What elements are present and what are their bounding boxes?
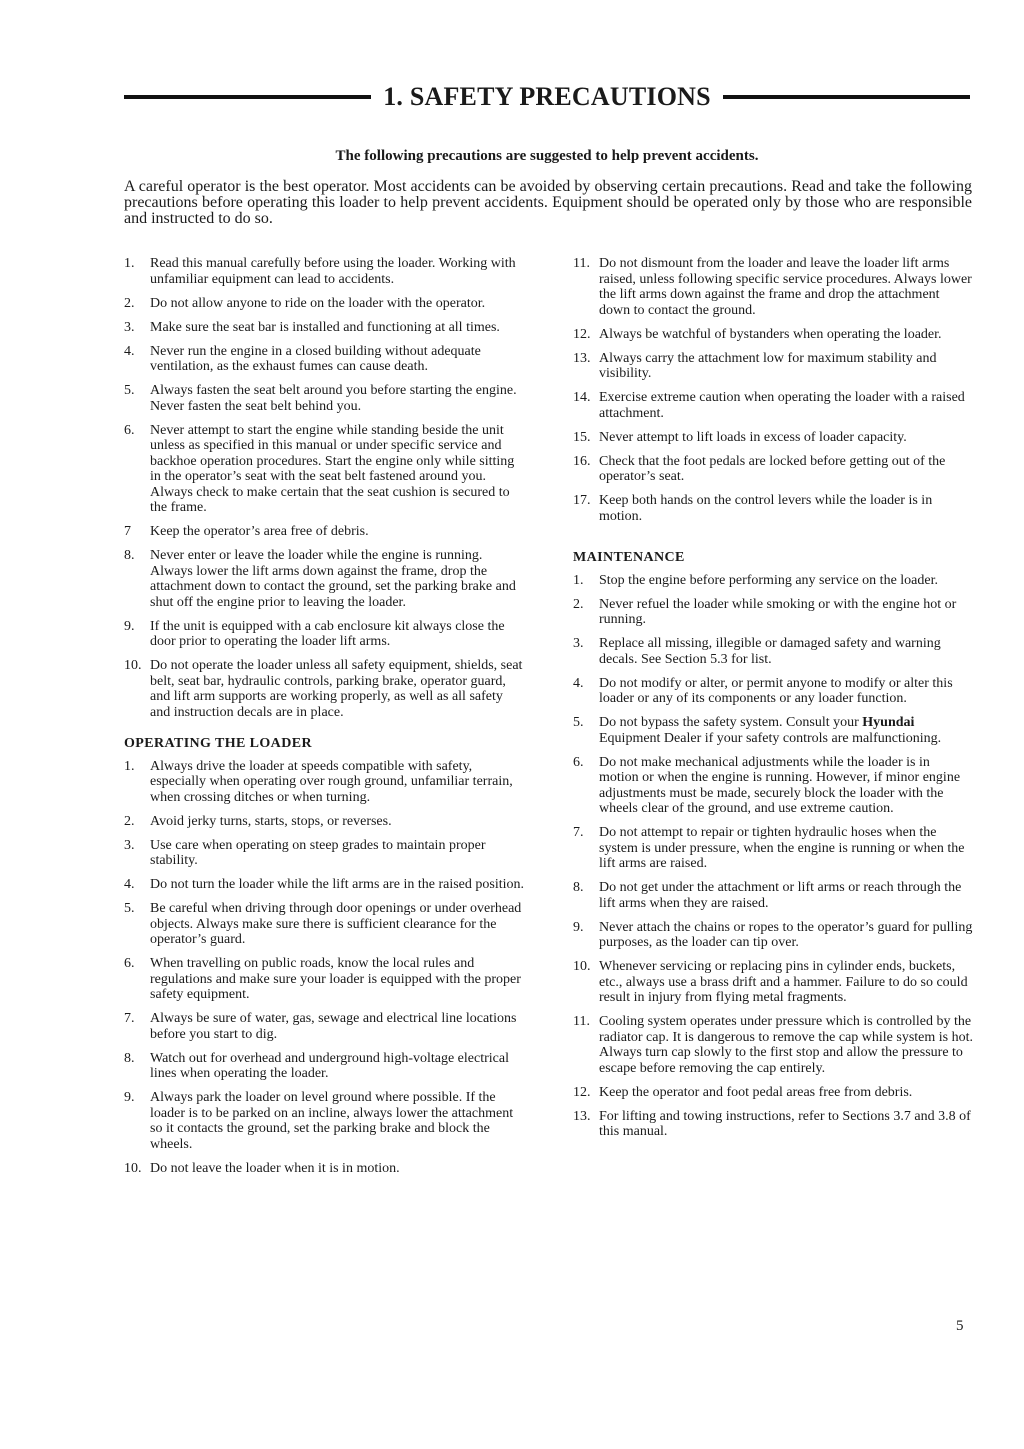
item-text: Do not leave the loader when it is in motion. — [150, 1160, 400, 1176]
item-text: Always park the loader on level ground where possible. If the loader is to be parked on an incline, always lower the attachment so it contacts the ground, set the parking brake and block the wheels. — [150, 1090, 514, 1152]
item-text: Never attach the chains or ropes to the operator’s guard for pulling purposes, as the loader can tip over. — [599, 919, 973, 950]
operating-heading: OPERATING THE LOADER — [124, 736, 312, 751]
list-item — [573, 454, 973, 485]
page-number: 5 — [956, 1318, 964, 1334]
item-number: 9. — [124, 1090, 135, 1105]
item-text: Always carry the attachment low for maximum stability and visibility. — [599, 350, 937, 381]
list-item — [124, 320, 524, 336]
list-item — [573, 493, 973, 524]
list-item — [124, 1090, 524, 1152]
item-number: 5. — [573, 715, 584, 730]
list-item — [573, 880, 973, 911]
page-subtitle: The following precautions are suggested to help prevent accidents. — [335, 148, 759, 164]
item-text: Keep the operator’s area free of debris. — [150, 524, 369, 539]
list-item — [124, 296, 524, 312]
list-item — [124, 956, 524, 1003]
item-text: Watch out for overhead and underground high-voltage electrical lines when operating the loader. — [150, 1050, 509, 1081]
item-text: Never enter or leave the loader while the engine is running. Always lower the lift arms down against the frame, drop the attachment down to contact the ground, set the parking brake and shut off the engine prior to leaving the loader. — [150, 548, 516, 610]
item-number: 4. — [124, 343, 135, 359]
item-number: 7. — [124, 1011, 135, 1026]
item-number: 9. — [573, 919, 584, 935]
list-item — [573, 1109, 973, 1140]
list-item — [124, 658, 524, 720]
item-text: If the unit is equipped with a cab enclosure kit always close the door prior to operating the loader lift arms. — [150, 618, 505, 649]
list-item — [124, 877, 524, 893]
list-item — [573, 825, 973, 872]
list-item — [573, 573, 973, 589]
operating-list — [124, 759, 524, 1177]
item-number: 3. — [124, 837, 135, 853]
item-number: 1. — [573, 572, 584, 588]
item-text: Be careful when driving through door openings or under overhead objects. Always make sure there is sufficient clearance for the operator’s guard. — [150, 901, 522, 947]
list-item — [573, 959, 973, 1006]
item-text: Replace all missing, illegible or damaged safety and warning decals. See Section 5.3 for list. — [599, 636, 941, 667]
list-item — [124, 548, 524, 610]
item-number: 16. — [573, 453, 591, 469]
item-text: Always be watchful of bystanders when operating the loader. — [599, 326, 942, 342]
item-number: 11. — [573, 1014, 590, 1029]
item-number: 10. — [124, 1160, 142, 1176]
item-text: Never attempt to lift loads in excess of loader capacity. — [599, 429, 907, 445]
item-text: Do not modify or alter, or permit anyone to modify or alter this loader or any of its components or any loader function. — [599, 675, 953, 706]
maintenance-list — [573, 573, 973, 1140]
item-text: Cooling system operates under pressure which is controlled by the radiator cap. It is dangerous to remove the cap while system is hot. Always turn cap slowly to the first stop and allow the pressure to escape before removing the cap entirely. — [599, 1014, 974, 1076]
list-item — [573, 390, 973, 421]
maintenance-heading: MAINTENANCE — [573, 550, 685, 565]
list-item — [573, 676, 973, 707]
list-item — [124, 524, 524, 540]
title-row — [124, 80, 970, 114]
list-item — [573, 715, 973, 746]
item-number: 3. — [573, 636, 584, 651]
item-number: 5. — [124, 383, 135, 398]
list-item — [573, 430, 973, 446]
item-number: 8. — [124, 1050, 135, 1066]
item-number: 6. — [124, 422, 135, 438]
item-text: Do not make mechanical adjustments while the loader is in motion or when the engine is running. However, if minor engine adjustments must be made, securely block the loader with the wheels clear of the ground, and use extreme caution. — [599, 754, 961, 816]
item-text: Never run the engine in a closed building without adequate ventilation, as the exhaust fumes can cause death. — [150, 343, 481, 374]
item-number: 1. — [124, 758, 135, 774]
list-item — [124, 1051, 524, 1082]
item-number: 15. — [573, 429, 591, 445]
list-item — [573, 755, 973, 817]
list-item — [124, 383, 524, 414]
list-item — [573, 920, 973, 951]
item-text: Never refuel the loader while smoking or with the engine hot or running. — [599, 596, 957, 627]
item-text: Check that the foot pedals are locked before getting out of the operator’s seat. — [599, 453, 946, 484]
item-number: 2. — [124, 813, 135, 829]
item-text: Stop the engine before performing any service on the loader. — [599, 572, 938, 588]
item-text: Keep both hands on the control levers while the loader is in motion. — [599, 493, 933, 524]
item-text: Always drive the loader at speeds compatible with safety, especially when operating over rough ground, unfamiliar terrain, when crossing ditches or when turning. — [150, 758, 513, 805]
item-text: Avoid jerky turns, starts, stops, or reverses. — [150, 813, 392, 829]
list-item — [124, 901, 524, 948]
intro-paragraph: A careful operator is the best operator. Most accidents can be avoided by observing certain precautions. Read and take the following precautions before operating this loader to help prevent accidents. Equipment should be operated only by those who are responsible and instructed to do so. — [124, 178, 972, 227]
item-number: 4. — [573, 675, 584, 691]
list-item — [124, 344, 524, 375]
item-text: Whenever servicing or replacing pins in cylinder ends, buckets, etc., always use a brass drift and a hammer. Failure to do so could result in injury from flying metal fragments. — [599, 959, 968, 1005]
item-number: 10. — [573, 959, 591, 974]
item-text: Do not attempt to repair or tighten hydraulic hoses when the system is under pressure, when the engine is running or when the lift arms are raised. — [599, 825, 965, 871]
item-number: 17. — [573, 493, 591, 508]
general-precautions-cont-list — [573, 256, 973, 524]
list-item — [573, 597, 973, 628]
list-item — [124, 423, 524, 516]
item-number: 13. — [573, 1108, 591, 1124]
list-item — [124, 1011, 524, 1042]
item-number: 13. — [573, 350, 591, 366]
item-number: 8. — [573, 880, 584, 895]
item-number: 12. — [573, 1084, 591, 1100]
list-item — [124, 814, 524, 830]
item-text: Exercise extreme caution when operating the loader with a raised attachment. — [599, 390, 965, 421]
item-number: 14. — [573, 390, 591, 405]
item-text: Read this manual carefully before using the loader. Working with unfamiliar equipment can lead to accidents. — [150, 256, 516, 287]
item-number: 12. — [573, 326, 591, 342]
list-item — [573, 1014, 973, 1076]
item-number: 10. — [124, 658, 142, 673]
item-text: Use care when operating on steep grades to maintain proper stability. — [150, 837, 486, 868]
item-text — [599, 715, 973, 746]
list-item — [573, 327, 973, 343]
list-item — [573, 636, 973, 667]
item-text-part: Do not bypass the safety system. Consult your — [599, 715, 863, 730]
item-number: 7. — [573, 825, 584, 840]
list-item — [124, 1161, 524, 1177]
page-title: 1. SAFETY PRECAUTIONS — [383, 82, 711, 111]
item-number: 6. — [573, 754, 584, 770]
item-text: When travelling on public roads, know the local rules and regulations and make sure your loader is equipped with the proper safety equipment. — [150, 956, 521, 1002]
general-precautions-list — [124, 256, 524, 720]
item-text: Keep the operator and foot pedal areas free from debris. — [599, 1084, 913, 1100]
list-item — [124, 256, 524, 287]
list-item — [124, 838, 524, 869]
item-text: Always be sure of water, gas, sewage and electrical line locations before you start to dig. — [150, 1011, 517, 1042]
list-item — [573, 351, 973, 382]
item-number: 5. — [124, 901, 135, 916]
list-item — [573, 256, 973, 318]
item-text: For lifting and towing instructions, refer to Sections 3.7 and 3.8 of this manual. — [599, 1108, 971, 1139]
list-item — [124, 759, 524, 806]
item-text: Do not get under the attachment or lift arms or reach through the lift arms when they are raised. — [599, 880, 962, 911]
item-number: 8. — [124, 548, 135, 563]
item-text: Do not dismount from the loader and leave the loader lift arms raised, unless following specific service procedures. Always lower the lift arms down against the frame and drop the attachment down to contact the ground. — [599, 256, 972, 318]
brand-name: Hyundai — [862, 715, 915, 730]
title-rule-right — [723, 95, 970, 99]
item-number: 7 — [124, 524, 131, 539]
item-number: 1. — [124, 256, 135, 271]
item-number: 11. — [573, 256, 590, 271]
item-number: 2. — [124, 295, 135, 311]
item-text: Always fasten the seat belt around you before starting the engine. Never fasten the seat belt behind you. — [150, 383, 517, 414]
list-item — [573, 1085, 973, 1101]
list-item — [124, 619, 524, 650]
item-text: Never attempt to start the engine while standing beside the unit unless as specified in this manual or under specific service and backhoe operation procedures. Start the engine only while sitting in the operator’s seat with the seat belt fastened around you. Always check to make certain that the seat cushion is secured to the frame. — [150, 422, 515, 515]
item-number: 2. — [573, 596, 584, 612]
item-number: 4. — [124, 877, 135, 892]
item-number: 3. — [124, 319, 135, 335]
item-number: 9. — [124, 618, 135, 634]
item-text: Do not turn the loader while the lift arms are in the raised position. — [150, 877, 525, 892]
left-column — [124, 256, 524, 1185]
item-text: Do not allow anyone to ride on the loader with the operator. — [150, 295, 486, 311]
item-text: Make sure the seat bar is installed and functioning at all times. — [150, 319, 500, 335]
item-number: 6. — [124, 956, 135, 971]
item-text: Do not operate the loader unless all safety equipment, shields, seat belt, seat bar, hydraulic controls, parking brake, operator guard, and lift arm supports are working properly, as well as all safety and instruction decals are in place. — [150, 658, 523, 720]
right-column — [573, 256, 973, 1148]
item-text-part: Equipment Dealer if your safety controls are malfunctioning. — [599, 730, 942, 746]
title-rule-left — [124, 95, 371, 99]
